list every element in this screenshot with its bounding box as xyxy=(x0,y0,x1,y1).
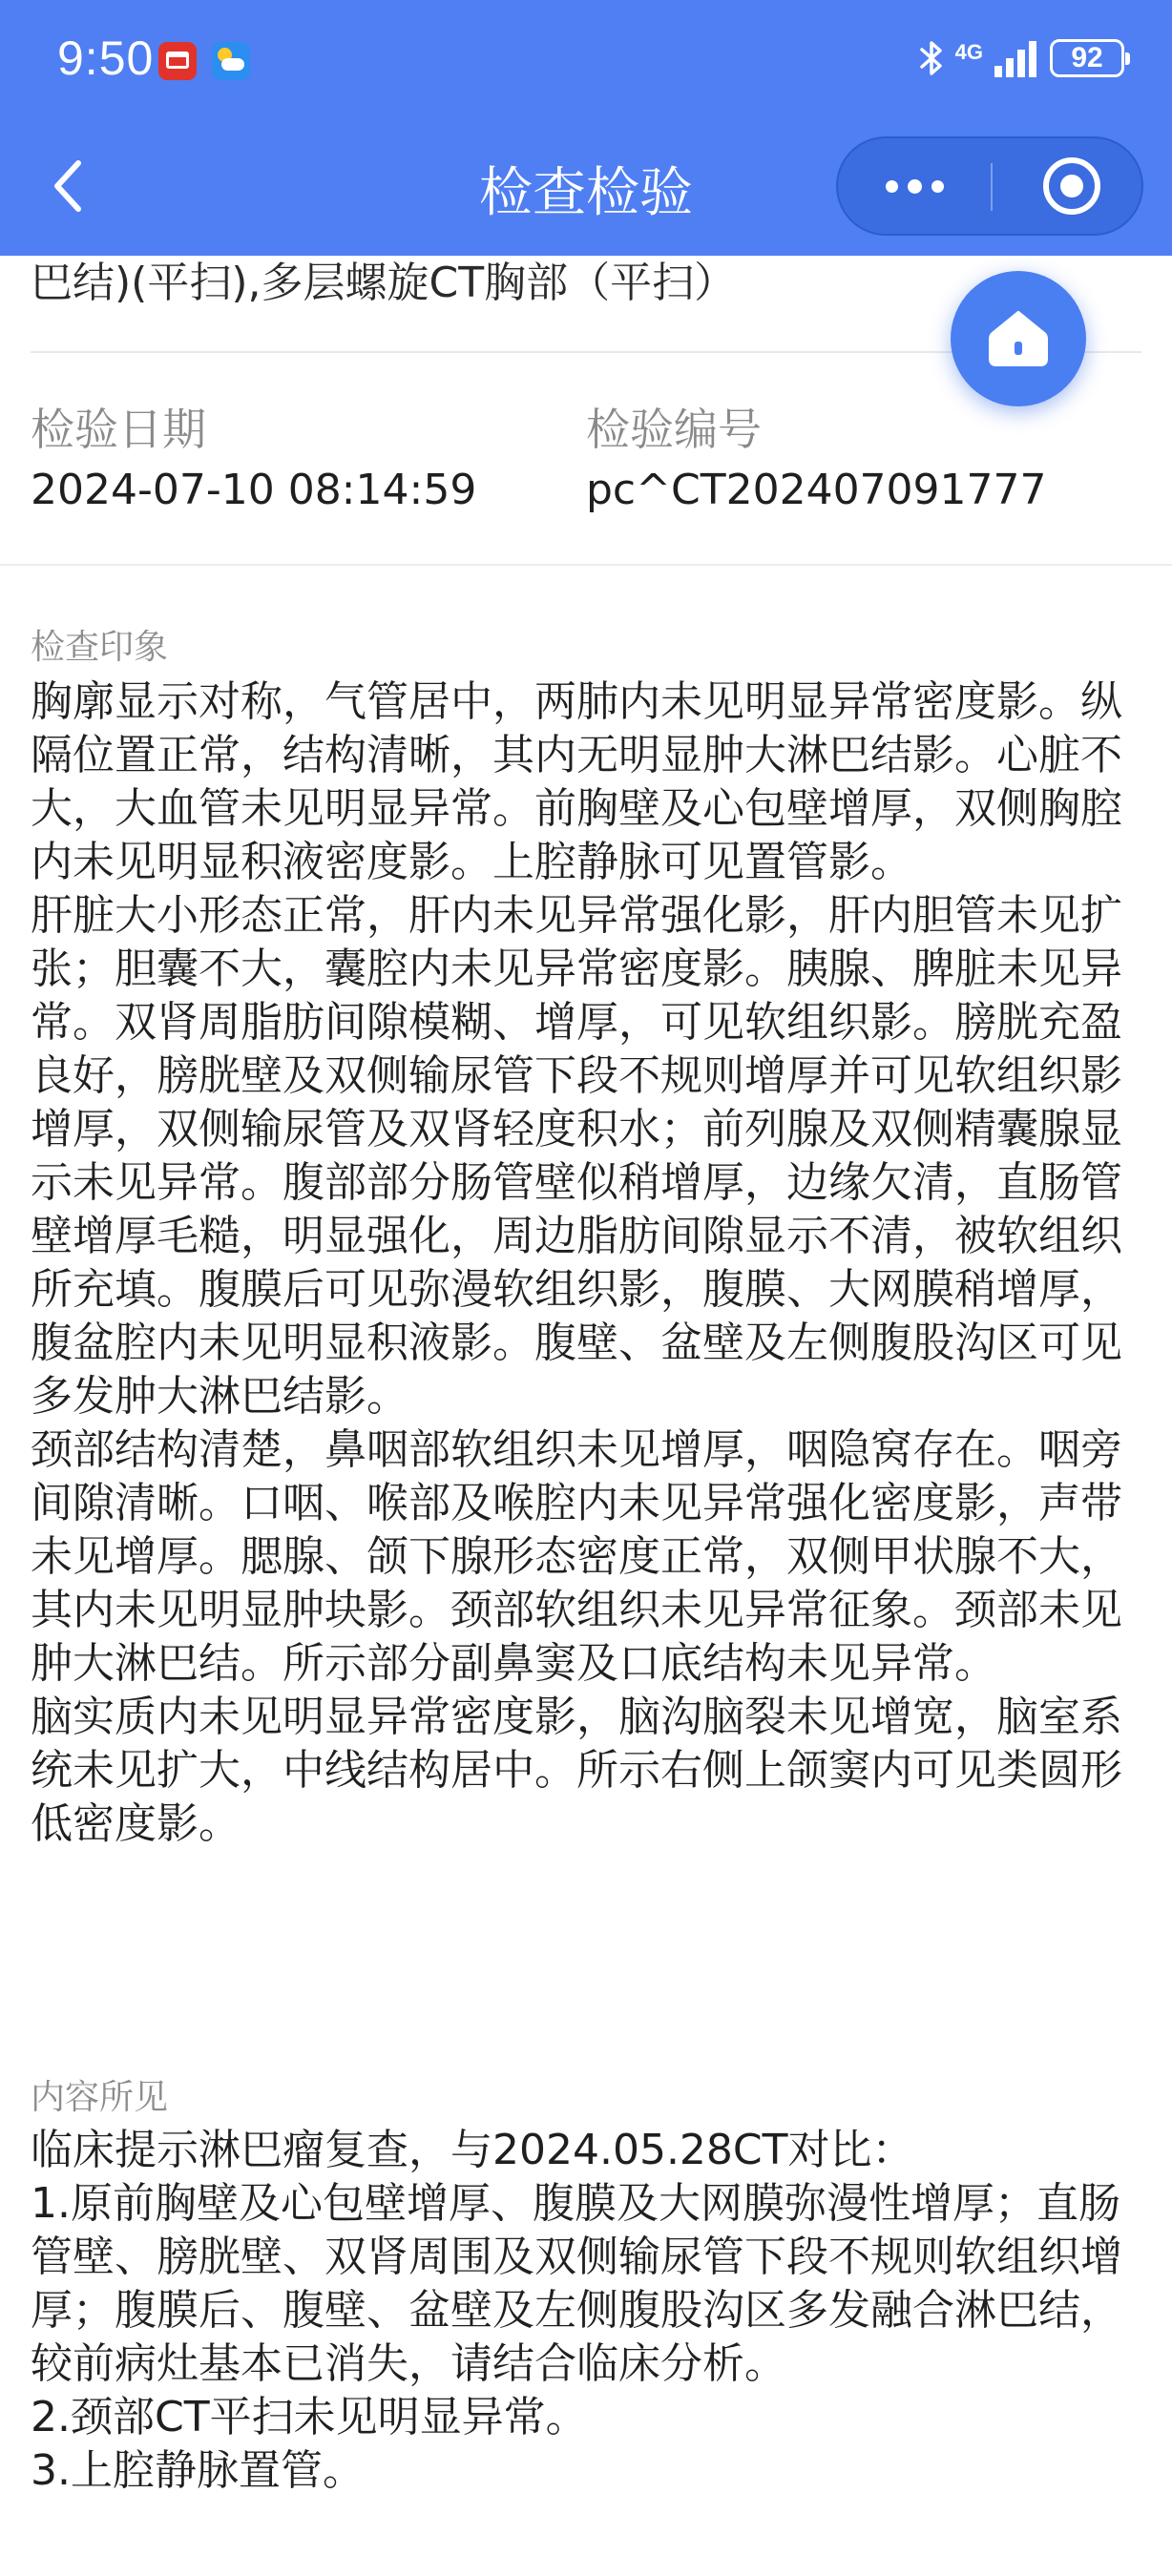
bluetooth-icon xyxy=(917,37,946,79)
exam-name: 巴结)(平扫),多层螺旋CT胸部（平扫） xyxy=(31,259,737,307)
signal-icon xyxy=(993,39,1040,77)
impression-text: 胸廓显示对称，气管居中，两肺内未见明显异常密度影。纵隔位置正常，结构清晰，其内无明显肿大淋巴结影。心脏不大，大血管未见明显异常。前胸壁及心包壁增厚，双侧胸腔内未见明显积液密度影。上腔静脉可见置管影。 肝脏大小形态正常，肝内未见异常强化影，肝内胆管未见扩张；胆囊不大，囊腔内未见异常密度影。胰腺、脾脏未见异常。双肾周脂肪间隙模糊、增厚，可见软组织影。膀胱充盈良好，膀胱壁及双侧输尿管下段不规则增厚并可见软组织影增厚，双侧输尿管及双肾轻度积水；前列腺及双侧精囊腺显示未见异常。腹部部分肠管壁似稍增厚，边缘欠清，直肠管壁增厚毛糙，明显强化，周边脂肪间隙显示不清，被软组织所充填。腹膜后可见弥漫软组织影，腹膜、大网膜稍增厚，腹盆腔内未见明显积液影。腹壁、盆壁及左侧腹股沟区可见多发肿大淋巴结影。 颈部结构清楚，鼻咽部软组织未见增厚，咽隐窝存在。咽旁间隙清晰。口咽、喉部及喉腔内未见异常强化密度影，声带未见增厚。腮腺、颌下腺形态密度正常，双侧甲状腺不大，其内未见明显肿块影。颈部软组织未见异常征象。颈部未见肿大淋巴结。所示部分副鼻窦及口底结构未见异常。 脑实质内未见明显异常密度影，脑沟脑裂未见增宽，脑室系统未见扩大，中线结构居中。所示右侧上颌窦内可见类圆形低密度影。 xyxy=(31,677,1122,1848)
number-label: 检验编号 xyxy=(586,404,762,455)
findings-text: 临床提示淋巴瘤复查，与2024.05.28CT对比： 1.原前胸壁及心包壁增厚、腹膜及大网膜弥漫性增厚；直肠管壁、膀胱壁、双肾周围及双侧输尿管下段不规则软组织增厚；腹膜后、腹壁、盆壁及左侧腹股沟区多发融合淋巴结，较前病灶基本已消失，请结合临床分析。 2.颈部CT平扫未见明显异常。 3.上腔静脉置管。 xyxy=(31,2126,1122,2495)
more-dots-icon xyxy=(886,180,898,193)
more-button[interactable] xyxy=(838,138,991,234)
weather-notification-icon xyxy=(212,42,250,80)
battery-level: 92 xyxy=(1071,42,1103,73)
app-header xyxy=(0,0,1172,256)
findings-label: 内容所见 xyxy=(31,2078,169,2117)
more-dots-icon-center xyxy=(908,179,922,194)
target-close-icon[interactable] xyxy=(1043,157,1100,215)
mini-program-capsule xyxy=(836,136,1143,236)
status-time: 9:50 xyxy=(57,31,155,85)
more-dots-icon-right xyxy=(931,180,944,193)
network-type-label: 4G xyxy=(954,40,983,64)
report-content[interactable] xyxy=(0,256,1172,2576)
home-icon xyxy=(987,309,1050,368)
page-title: 检查检验 xyxy=(479,162,693,224)
number-value: pc^CT202407091777 xyxy=(586,466,1047,514)
date-value: 2024-07-10 08:14:59 xyxy=(31,466,477,514)
system-status-icons xyxy=(917,34,1124,82)
date-label: 检验日期 xyxy=(31,404,206,455)
huawei-app-notification-icon xyxy=(158,42,197,80)
divider xyxy=(0,564,1172,566)
capsule-divider xyxy=(991,163,993,211)
battery-icon xyxy=(1050,39,1124,77)
home-button[interactable] xyxy=(951,271,1086,406)
impression-label: 检查印象 xyxy=(31,628,169,667)
